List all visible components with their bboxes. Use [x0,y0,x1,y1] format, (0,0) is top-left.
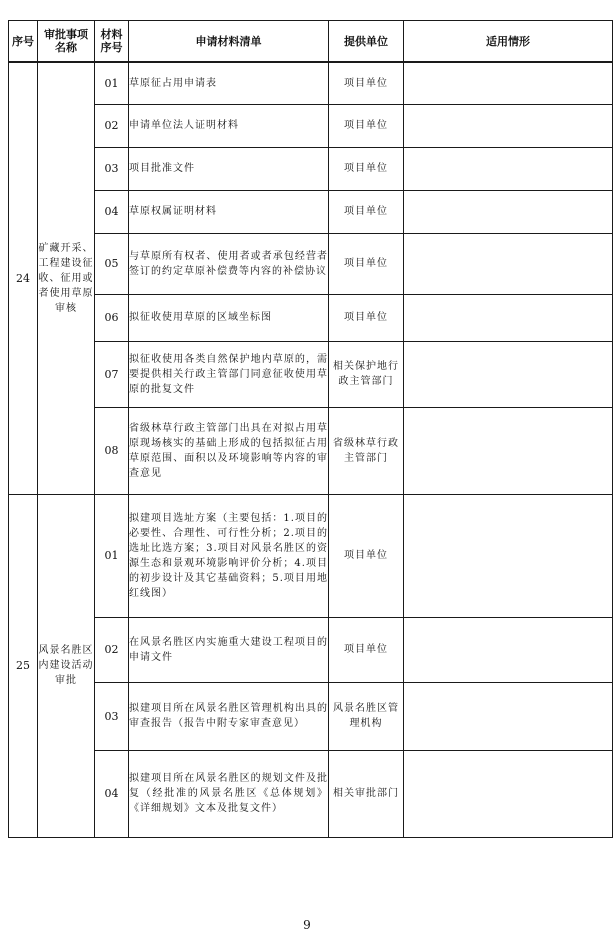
table-row [9,682,613,750]
table-header-row [9,21,613,63]
table-row [9,104,613,147]
scope-text [404,750,613,837]
material-text: 与草原所有权者、使用者或者承包经营者签订的约定草原补偿费等内容的补偿协议 [129,233,329,294]
header-scope: 适用情形 [404,21,613,63]
provider-text: 项目单位 [329,494,404,617]
table-row [9,294,613,341]
scope-text [404,147,613,190]
scope-text [404,104,613,147]
provider-text: 项目单位 [329,233,404,294]
header-material-no [95,21,129,63]
material-no: 01 [95,62,129,104]
table-row [9,617,613,682]
table-row [9,341,613,407]
material-no: 07 [95,341,129,407]
scope-text [404,682,613,750]
scope-text [404,233,613,294]
material-no: 01 [95,494,129,617]
header-material-no-text: 材料序号 [100,28,123,54]
provider-text: 项目单位 [329,104,404,147]
scope-text [404,494,613,617]
provider-text: 相关审批部门 [329,750,404,837]
scope-text [404,341,613,407]
page-number: 9 [303,918,311,932]
scope-text [404,62,613,104]
material-no: 02 [95,617,129,682]
header-material-list: 申请材料清单 [129,21,329,63]
material-no: 03 [95,682,129,750]
material-text: 拟建项目所在风景名胜区管理机构出具的审查报告（报告中附专家审查意见） [129,682,329,750]
scope-text [404,407,613,494]
provider-text: 项目单位 [329,190,404,233]
header-item-name [38,21,95,63]
material-no: 06 [95,294,129,341]
scope-text [404,294,613,341]
scope-text [404,617,613,682]
material-text: 申请单位法人证明材料 [129,104,329,147]
material-text: 草原征占用申请表 [129,62,329,104]
table-row [9,494,613,617]
group-item-name: 矿藏开采、工程建设征收、征用或者使用草原审核 [38,62,95,494]
provider-text: 项目单位 [329,294,404,341]
materials-table [8,20,613,838]
table-row [9,407,613,494]
material-text: 在风景名胜区内实施重大建设工程项目的申请文件 [129,617,329,682]
provider-text: 项目单位 [329,617,404,682]
material-text: 项目批准文件 [129,147,329,190]
header-item-name-text: 审批事项名称 [44,28,88,54]
table-row [9,190,613,233]
header-seq: 序号 [9,21,38,63]
scope-text [404,190,613,233]
provider-text: 项目单位 [329,62,404,104]
material-no: 02 [95,104,129,147]
material-no: 04 [95,750,129,837]
material-no: 05 [95,233,129,294]
material-text: 草原权属证明材料 [129,190,329,233]
group-item-name: 风景名胜区内建设活动审批 [38,494,95,837]
table-row [9,233,613,294]
provider-text: 风景名胜区管理机构 [329,682,404,750]
material-text: 拟建项目所在风景名胜区的规划文件及批复（经批准的风景名胜区《总体规划》《详细规划》文本及批复文件） [129,750,329,837]
provider-text: 相关保护地行政主管部门 [329,341,404,407]
table-row [9,62,613,104]
material-text: 拟建项目选址方案（主要包括：1.项目的必要性、合理性、可行性分析；2.项目的选址比选方案；3.项目对风景名胜区的资源生态和景观环境影响评价分析；4.项目的初步设计及其它基础资料；5.项目用地红线图） [129,494,329,617]
material-text: 省级林草行政主管部门出具在对拟占用草原现场核实的基础上形成的包括拟征占用草原范围、面积以及环境影响等内容的审查意见 [129,407,329,494]
material-text: 拟征收使用草原的区域坐标图 [129,294,329,341]
material-no: 04 [95,190,129,233]
header-provider: 提供单位 [329,21,404,63]
table-row [9,750,613,837]
material-no: 08 [95,407,129,494]
provider-text: 省级林草行政主管部门 [329,407,404,494]
group-seq: 24 [9,62,38,494]
material-no: 03 [95,147,129,190]
table-row [9,147,613,190]
material-text: 拟征收使用各类自然保护地内草原的，需要提供相关行政主管部门同意征收使用草原的批复文件 [129,341,329,407]
provider-text: 项目单位 [329,147,404,190]
group-seq: 25 [9,494,38,837]
